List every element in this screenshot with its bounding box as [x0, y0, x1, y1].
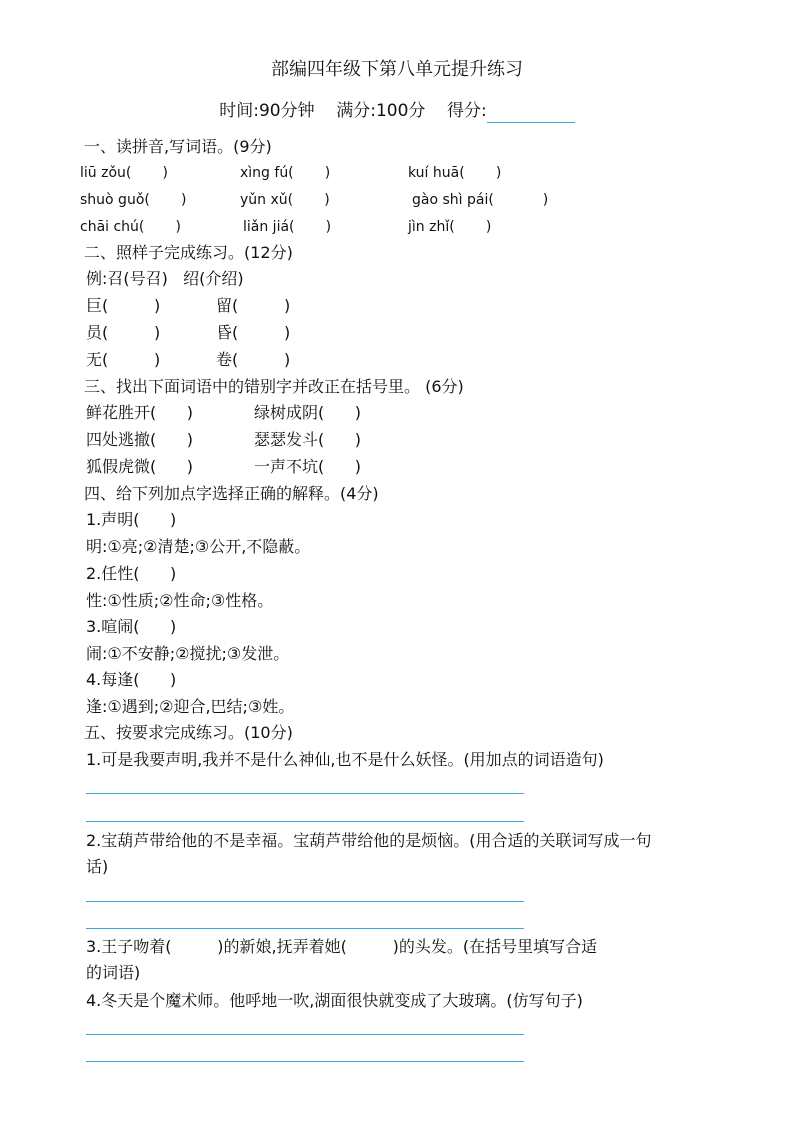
- section-3-heading: 三、找出下面词语中的错别字并改正在括号里。 (6分): [84, 377, 464, 396]
- full-score: 满分:100分: [336, 101, 426, 121]
- word-item[interactable]: 员( ): [86, 323, 161, 342]
- answer-line[interactable]: [86, 1034, 524, 1035]
- question-word[interactable]: 3.喧闹( ): [86, 617, 177, 636]
- word-item[interactable]: 昏( ): [216, 323, 291, 342]
- question-3-cont: 的词语): [86, 963, 141, 982]
- typo-item[interactable]: 瑟瑟发斗( ): [254, 430, 362, 449]
- section-1-heading: 一、读拼音,写词语。(9分): [84, 137, 272, 156]
- section-5-heading: 五、按要求完成练习。(10分): [84, 723, 293, 742]
- question-word[interactable]: 2.任性( ): [86, 564, 177, 583]
- answer-line[interactable]: [86, 793, 524, 794]
- pinyin-item[interactable]: xìng fú( ): [240, 165, 331, 181]
- typo-item[interactable]: 绿树成阴( ): [254, 403, 362, 422]
- pinyin-item[interactable]: liǎn jiá( ): [243, 219, 332, 235]
- typo-item[interactable]: 四处逃撤( ): [86, 430, 194, 449]
- answer-line[interactable]: [86, 1061, 524, 1062]
- pinyin-item[interactable]: chāi chú( ): [80, 219, 182, 235]
- section-4-heading: 四、给下列加点字选择正确的解释。(4分): [84, 484, 379, 503]
- meaning-options: 闹:①不安静;②搅扰;③发泄。: [86, 644, 290, 663]
- answer-line[interactable]: [86, 928, 524, 929]
- pinyin-item[interactable]: kuí huā( ): [408, 165, 502, 181]
- question-word[interactable]: 4.每逢( ): [86, 670, 177, 689]
- worksheet-title: 部编四年级下第八单元提升练习: [271, 59, 523, 80]
- word-item[interactable]: 卷( ): [216, 350, 291, 369]
- question-word[interactable]: 1.声明( ): [86, 510, 177, 529]
- word-item[interactable]: 巨( ): [86, 296, 161, 315]
- meaning-options: 性:①性质;②性命;③性格。: [86, 591, 274, 610]
- question-2-cont: 话): [86, 857, 109, 876]
- answer-line[interactable]: [86, 821, 524, 822]
- time-limit: 时间:90分钟: [219, 101, 315, 121]
- word-item[interactable]: 无( ): [86, 350, 161, 369]
- word-item[interactable]: 留( ): [216, 296, 291, 315]
- question-3[interactable]: 3.王子吻着( )的新娘,抚弄着她( )的头发。(在括号里填写合适: [86, 937, 598, 956]
- pinyin-item[interactable]: yǔn xǔ( ): [240, 192, 330, 208]
- typo-item[interactable]: 鲜花胜开( ): [86, 403, 194, 422]
- section-2-heading: 二、照样子完成练习。(12分): [84, 243, 293, 262]
- pinyin-item[interactable]: liū zǒu( ): [80, 165, 168, 181]
- meaning-options: 明:①亮;②清楚;③公开,不隐蔽。: [86, 537, 311, 556]
- typo-item[interactable]: 狐假虎微( ): [86, 457, 194, 476]
- question-2: 2.宝葫芦带给他的不是幸福。宝葫芦带给他的是烦恼。(用合适的关联词写成一句: [86, 831, 652, 850]
- meaning-options: 逢:①遇到;②迎合,巴结;③姓。: [86, 697, 295, 716]
- question-1: 1.可是我要声明,我并不是什么神仙,也不是什么妖怪。(用加点的词语造句): [86, 750, 604, 769]
- pinyin-item[interactable]: jìn zhǐ( ): [408, 219, 492, 235]
- answer-line[interactable]: [86, 901, 524, 902]
- typo-item[interactable]: 一声不坑( ): [254, 457, 362, 476]
- pinyin-item[interactable]: shuò guǒ( ): [80, 192, 187, 208]
- score-blank[interactable]: [487, 104, 575, 123]
- score-label: 得分:: [447, 101, 487, 121]
- example-line: 例:召(号召) 绍(介绍): [86, 269, 244, 288]
- question-4: 4.冬天是个魔术师。他呼地一吹,湖面很快就变成了大玻璃。(仿写句子): [86, 991, 583, 1010]
- pinyin-item[interactable]: gào shì pái( ): [412, 192, 549, 208]
- exam-meta: [0, 99, 794, 123]
